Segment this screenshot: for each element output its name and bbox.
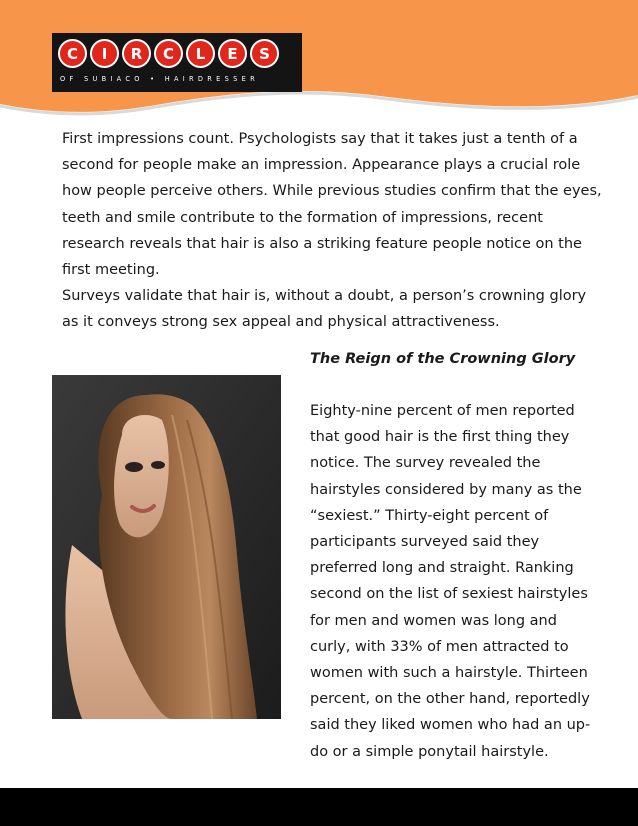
footer-bar	[0, 788, 638, 826]
logo-letter: L	[186, 39, 215, 68]
logo-letter: I	[90, 39, 119, 68]
logo-letters	[58, 39, 279, 68]
model-photo	[52, 375, 281, 719]
logo-letter: C	[154, 39, 183, 68]
logo-letter: R	[122, 39, 151, 68]
intro-paragraph-2: Surveys validate that hair is, without a doubt, a person’s crowning glory as it conveys strong sex appeal and physical attractiveness.	[62, 288, 587, 331]
section-body: Eighty-nine percent of men reported that good hair is the first thing they notice. The survey revealed the hairstyles considered by many as the “sexiest.” Thirty-eight percent of participants surveyed said they preferred long and straight. Ranking second on the list of sexiest hairstyles for men and women was long and curly, with 33% of men attracted to women with such a hairstyle. Thirteen percent, on the other hand, reportedly said they liked women who had an up-do or a simple ponytail hairstyle.	[310, 403, 591, 760]
intro-paragraph-1: First impressions count. Psychologists say that it takes just a tenth of a second for people make an impression. Appearance plays a crucial role how people perceive others. While previous studies confirm that the eyes, teeth and smile contribute to the formation of impressions, recent research reveals that hair is also a striking feature people notice on the first meeting.	[62, 131, 602, 279]
circles-logo	[52, 33, 302, 92]
logo-subtitle: OF SUBIACO • HAIRDRESSER	[60, 75, 259, 83]
woman-long-hair-illustration	[52, 375, 281, 719]
section-title: The Reign of the Crowning Glory	[310, 351, 576, 367]
intro-text	[62, 126, 602, 336]
logo-letter: E	[218, 39, 247, 68]
logo-letter: C	[58, 39, 87, 68]
logo-letter: S	[250, 39, 279, 68]
article-section	[310, 346, 600, 790]
